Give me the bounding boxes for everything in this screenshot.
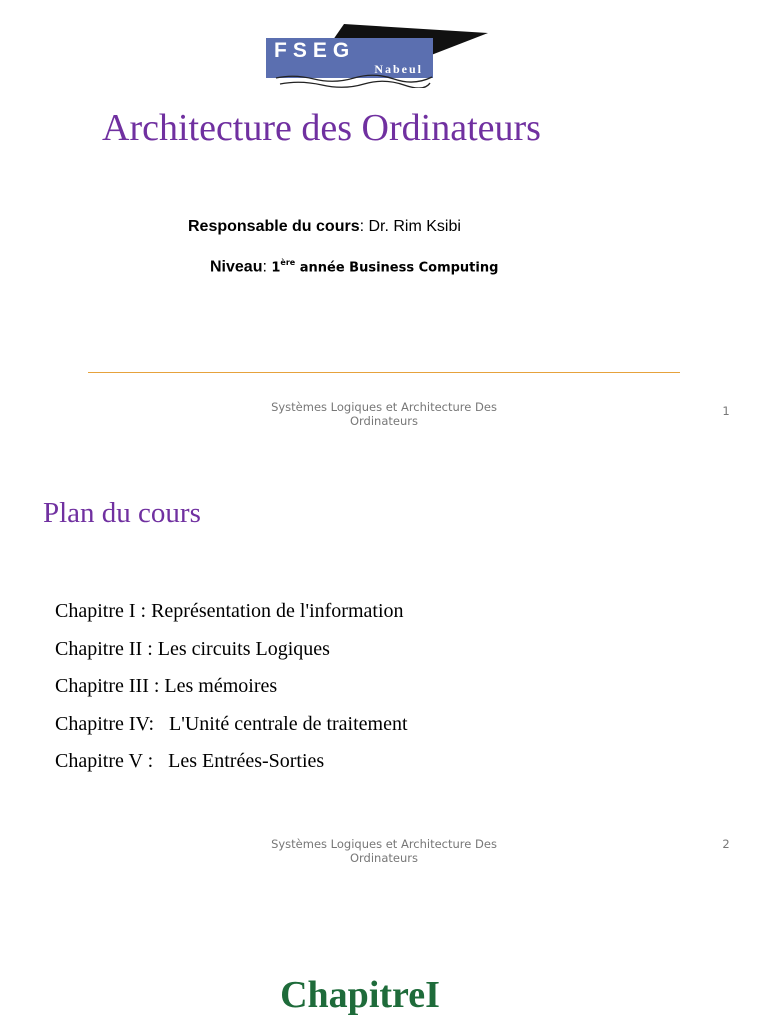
level-label: Niveau — [210, 258, 263, 276]
footer-line-1: Systèmes Logiques et Architecture Des — [271, 400, 497, 414]
course-level — [210, 258, 498, 276]
level-number: 1 — [271, 260, 281, 276]
responsible-label: Responsable du cours — [188, 218, 360, 235]
page-number: 1 — [722, 404, 730, 418]
page-number: 2 — [722, 837, 730, 851]
chapter-list — [55, 599, 408, 787]
plan-title: Plan du cours — [43, 497, 201, 529]
footer-divider — [88, 372, 680, 373]
logo-text: FSEG — [274, 39, 356, 62]
footer-line-2: Ordinateurs — [349, 414, 418, 428]
chapter-item: Chapitre I : Représentation de l'information — [55, 600, 404, 622]
chapter-item: Chapitre II : Les circuits Logiques — [55, 637, 330, 660]
level-colon: : — [262, 258, 272, 276]
chapter-title: ChapitreI — [280, 974, 440, 1016]
level-value: année Business Computing — [295, 260, 499, 276]
logo-subtext: Nabeul — [374, 62, 423, 76]
slide-1 — [0, 0, 768, 440]
course-title: Architecture des Ordinateurs — [102, 107, 541, 149]
chapter-item: Chapitre IV: L'Unité centrale de traitement — [55, 712, 408, 735]
fseg-logo — [266, 24, 490, 88]
slide-footer — [250, 837, 518, 865]
slide-2 — [0, 440, 768, 880]
slide-footer — [250, 400, 518, 428]
course-responsible — [188, 218, 461, 236]
responsible-value: : Dr. Rim Ksibi — [359, 218, 461, 235]
footer-line-1: Systèmes Logiques et Architecture Des — [271, 837, 497, 851]
logo-arabic-script — [274, 74, 434, 88]
chapter-item: Chapitre V : Les Entrées-Sorties — [55, 750, 325, 772]
logo-box — [266, 38, 433, 78]
chapter-item: Chapitre III : Les mémoires — [55, 675, 278, 697]
slide-3 — [0, 880, 768, 1024]
level-superscript: ère — [280, 258, 296, 267]
footer-line-2: Ordinateurs — [349, 851, 418, 865]
